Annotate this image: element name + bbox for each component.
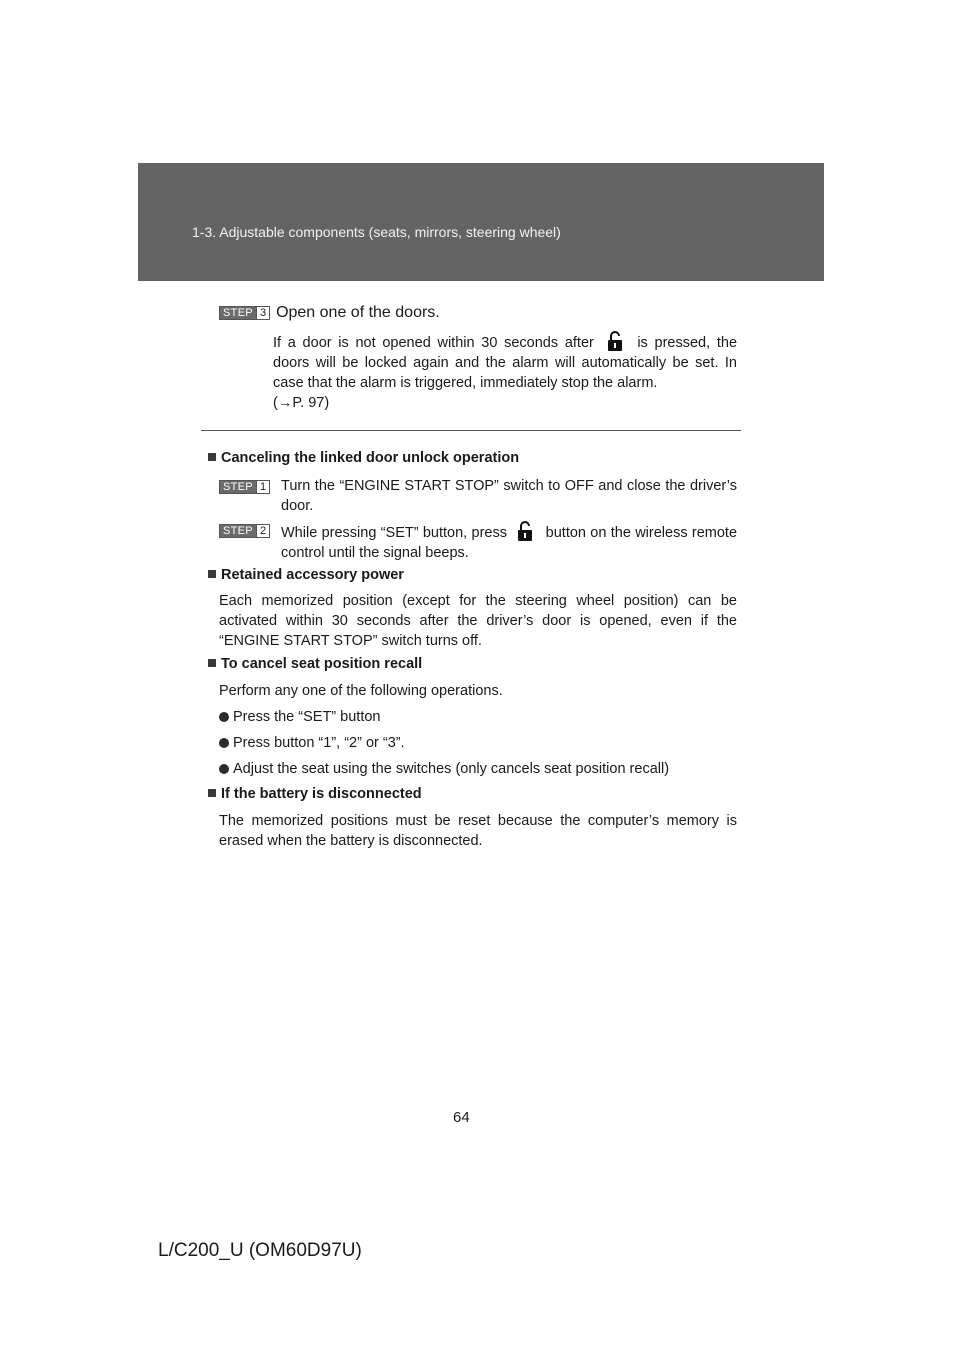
- step3-title: Open one of the doors.: [276, 304, 440, 321]
- step-badge: [219, 524, 270, 538]
- unlock-icon: [601, 330, 631, 352]
- step2-badge-wrap: [219, 520, 273, 563]
- square-bullet-icon: [208, 570, 216, 578]
- list-item-text: Press button “1”, “2” or “3”.: [233, 735, 405, 751]
- square-bullet-icon: [208, 453, 216, 461]
- unlock-icon: [511, 520, 541, 542]
- square-bullet-icon: [208, 789, 216, 797]
- step-badge-label: STEP: [220, 307, 256, 319]
- cancel-step2-text: [281, 520, 737, 563]
- document-code: L/C200_U (OM60D97U): [158, 1240, 362, 1261]
- list-item-text: Adjust the seat using the switches (only cancels seat position recall): [233, 761, 670, 777]
- step-badge: [219, 306, 270, 320]
- retained-power-heading-text: Retained accessory power: [221, 567, 404, 583]
- section-header: [138, 163, 824, 281]
- cancel-recall-intro: Perform any one of the following operations.: [219, 683, 503, 699]
- list-item: [219, 733, 405, 753]
- step-badge: [219, 480, 270, 494]
- step3-body-after: is pressed, the doors will be locked again and the alarm will automatically be set. In case that the alarm is triggered, immediately stop the alarm.: [273, 335, 738, 391]
- list-item: [219, 707, 380, 727]
- battery-body: The memorized positions must be reset because the computer’s memory is erased when the battery is disconnected.: [219, 813, 737, 849]
- round-bullet-icon: [219, 738, 229, 748]
- square-bullet-icon: [208, 659, 216, 667]
- battery-heading-text: If the battery is disconnected: [221, 786, 422, 802]
- step-badge-label: STEP: [220, 525, 256, 537]
- divider: [201, 430, 741, 431]
- list-item-text: Press the “SET” button: [233, 709, 381, 725]
- step3-row: [219, 304, 440, 322]
- cancel-step1: [219, 476, 737, 516]
- step-badge-number: 2: [256, 525, 269, 537]
- round-bullet-icon: [219, 764, 229, 774]
- step3-body: [273, 330, 737, 413]
- cancel-linked-heading: [208, 450, 519, 466]
- cancel-step2-before: While pressing “SET” button, press: [281, 525, 507, 541]
- cancel-recall-heading: [208, 656, 422, 672]
- cancel-step1-text: Turn the “ENGINE START STOP” switch to OFF and close the driver’s door.: [281, 478, 737, 514]
- step-badge-label: STEP: [220, 481, 256, 493]
- page-number: 64: [453, 1109, 470, 1126]
- round-bullet-icon: [219, 712, 229, 722]
- cancel-step2: [219, 520, 737, 563]
- battery-heading: [208, 786, 422, 802]
- cancel-step2-after: button on the wireless remote control until the signal beeps.: [281, 525, 738, 561]
- section-title: 1-3. Adjustable components (seats, mirrors, steering wheel): [192, 224, 561, 240]
- retained-power-body: Each memorized position (except for the steering wheel position) can be activated within 30 seconds after the driver’s door is opened, even if the “ENGINE START STOP” switch turns off.: [219, 593, 737, 649]
- list-item: [219, 759, 669, 779]
- step1-badge-wrap: [219, 476, 273, 516]
- step3-ref: (→P. 97): [273, 395, 330, 411]
- retained-power-heading: [208, 567, 404, 583]
- step-badge-number: 1: [256, 481, 269, 493]
- step-badge-number: 3: [256, 307, 269, 319]
- cancel-linked-heading-text: Canceling the linked door unlock operation: [221, 450, 520, 466]
- cancel-recall-heading-text: To cancel seat position recall: [221, 656, 423, 672]
- step3-body-before: If a door is not opened within 30 seconds after: [273, 335, 594, 351]
